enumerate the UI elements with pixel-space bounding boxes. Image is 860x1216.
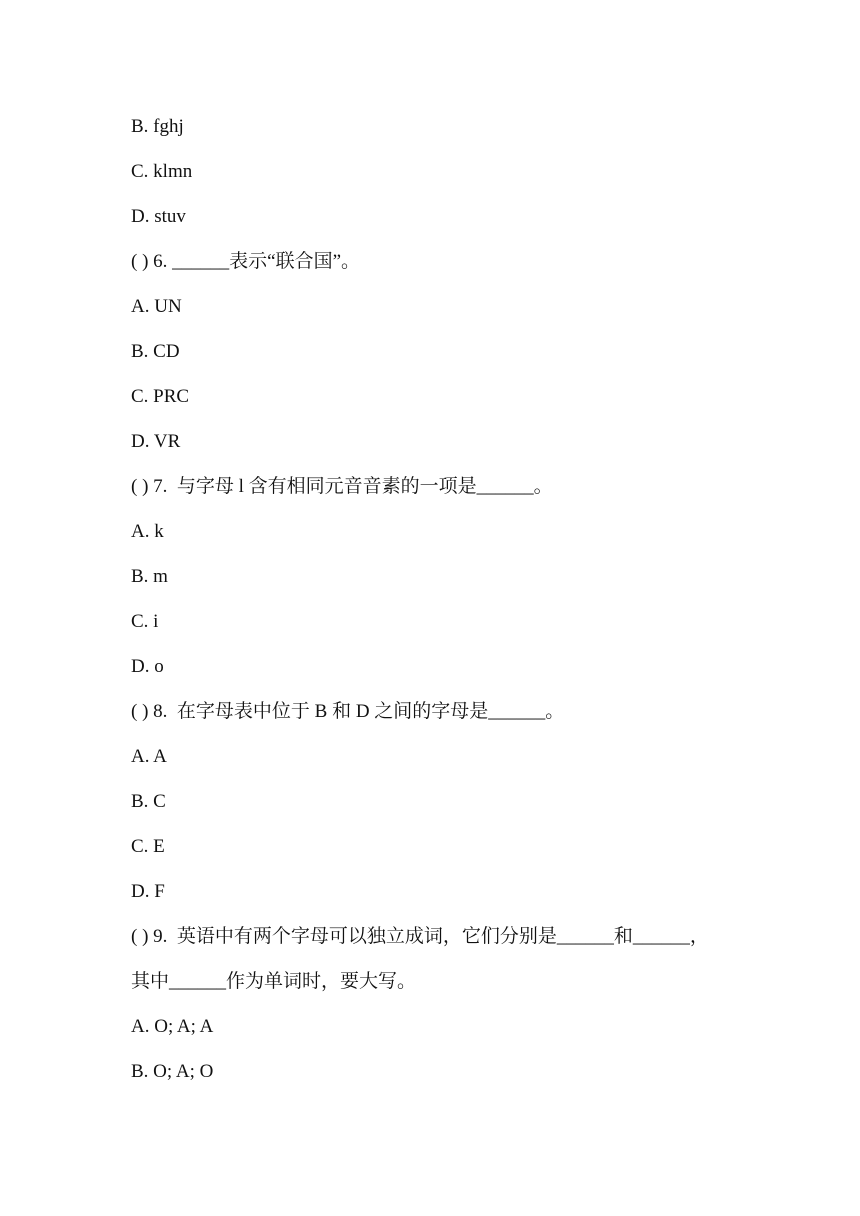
option-a-q6: A. UN	[131, 296, 182, 317]
option-b-q7: B. m	[131, 566, 168, 587]
question-8: ( ) 8. 在字母表中位于 B 和 D 之间的字母是______。	[131, 701, 565, 722]
option-c-q7: C. i	[131, 611, 159, 632]
option-b-q6: B. CD	[131, 341, 180, 362]
option-c-q5: C. klmn	[131, 161, 193, 182]
option-a-q8: A. A	[131, 746, 167, 767]
question-6: ( ) 6. ______表示“联合国”。	[131, 251, 361, 272]
option-d-q5: D. stuv	[131, 206, 186, 227]
option-a-q9: A. O; A; A	[131, 1016, 214, 1037]
option-d-q6: D. VR	[131, 431, 181, 452]
option-b-q8: B. C	[131, 791, 166, 812]
question-7: ( ) 7. 与字母 l 含有相同元音音素的一项是______。	[131, 476, 553, 497]
option-c-q8: C. E	[131, 836, 165, 857]
question-9: ( ) 9. 英语中有两个字母可以独立成词，它们分别是______和______，	[131, 926, 709, 947]
option-d-q8: D. F	[131, 881, 165, 902]
option-b-q5: B. fghj	[131, 116, 184, 137]
option-a-q7: A. k	[131, 521, 164, 542]
question-9-continued: 其中______作为单词时，要大写。	[131, 971, 417, 992]
option-d-q7: D. o	[131, 656, 164, 677]
option-b-q9: B. O; A; O	[131, 1061, 214, 1082]
option-c-q6: C. PRC	[131, 386, 190, 407]
